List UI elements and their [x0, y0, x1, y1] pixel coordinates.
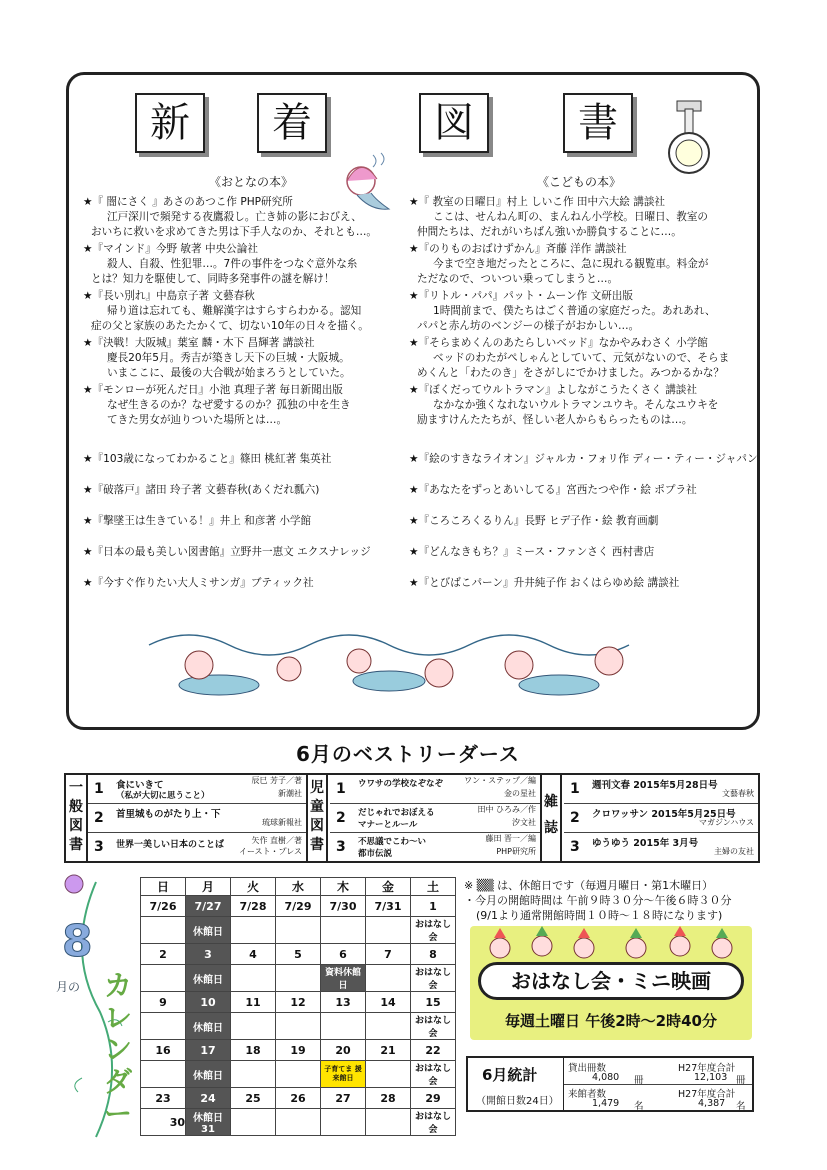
day-cell: 27: [321, 1088, 366, 1109]
day-cell: 3: [186, 944, 231, 965]
date-row: [141, 1040, 456, 1061]
general-rank-3: 3 世界一美しい日本のことば 矢作 直樹／著 イースト・プレス: [94, 836, 302, 856]
magazine-rank-1: 1 週刊文春 2015年5月28日号 文藝春秋: [570, 780, 754, 798]
lend-year-label: H27年度合計: [678, 1063, 736, 1074]
adult-book: ★『マインド』今野 敏著 中央公論社 殺人、自殺、性犯罪…。7件の事件をつなぐ意外な糸 とは？知力を駆使して、同時多発事件の謎を解け！: [83, 243, 358, 285]
adult-book: ★『今すぐ作りたい大人ミサンガ』ブティック社: [83, 577, 314, 589]
day-cell: 12: [276, 992, 321, 1013]
day-cell: 10: [186, 992, 231, 1013]
day-cell: 6: [321, 944, 366, 965]
lend-unit: 冊: [634, 1075, 644, 1086]
day-cell: 18: [231, 1040, 276, 1061]
day-cell: 26: [276, 1088, 321, 1109]
weekday-row: [141, 878, 456, 896]
weekday: 土: [411, 878, 456, 896]
general-label: 一般図書: [66, 775, 88, 861]
children-rank-3: 3 不思議でこわ〜い 都市伝説 藤田 晋一／編 PHP研究所: [336, 834, 536, 859]
closed-day: 休館日: [186, 1061, 231, 1088]
children-rank-2: 2 だじゃれでおぼえる マナーとルール 田中 ひろみ／作 汐文社: [336, 805, 536, 830]
children-rank-1: 1 ウワサの学校なぞなぞ ワン・ステップ／編 金の星社: [336, 776, 536, 798]
closed-day: 休館日: [186, 917, 231, 944]
material-closed-day: 資料休館日: [321, 965, 366, 992]
day-cell: 4: [231, 944, 276, 965]
adult-book: ★『日本の最も美しい図書館』立野井一恵文 エクスナレッジ: [83, 546, 371, 558]
visit-value: 1,479: [592, 1098, 620, 1109]
event-row: [141, 1013, 456, 1040]
title-char-4: 書: [563, 93, 633, 153]
story-time: おはなし会: [411, 917, 456, 944]
general-rank-2: 2 首里城ものがたり上・下 琉球新報社: [94, 809, 302, 827]
adult-heading: 《おとなの本》: [209, 175, 294, 189]
date-row: [141, 992, 456, 1013]
visit-year-value: 4,387: [698, 1098, 726, 1109]
general-rank-1: 1 食にいきて （私が大切に思うこと） 辰巳 芳子／著 新潮社: [94, 776, 302, 801]
child-book: ★『のりものおばけずかん』斉藤 洋作 講談社 今まで空き地だったところに、急に現れる観覧車。料金が ただなので、ついつい乗ってしまうと…。: [409, 243, 709, 285]
child-book: ★『リトル・パパ』パット・ムーン作 文研出版 1時間前まで、僕たちはごく普通の家庭だった。あれあれ、 パパと赤ん坊のベンジーの様子がおかしい…。: [409, 290, 716, 332]
title-char-1: 新: [135, 93, 205, 153]
day-cell: 11: [231, 992, 276, 1013]
closed-day: 休館日: [186, 1013, 231, 1040]
best-readers-table: [64, 773, 760, 863]
child-heading: 《こどもの本》: [537, 175, 622, 189]
day-cell: 7: [366, 944, 411, 965]
day-cell: 19: [276, 1040, 321, 1061]
story-time: おはなし会: [411, 965, 456, 992]
adult-book: ★『 闇にさく 』あさのあつこ作 PHP研究所 江戸深川で頻発する夜鷹殺し。亡き姉の影におびえ、 おいちに救いを求めてきた男は下手人なのか、それとも…。: [83, 196, 378, 238]
best-readers-title: 6月のベストリーダース: [296, 742, 520, 766]
event-row: [141, 1109, 456, 1136]
lend-year-value: 12,103: [694, 1072, 728, 1083]
lend-year-unit: 冊: [736, 1075, 746, 1086]
child-book: ★『そらまめくんのあたらしいベッド』なかやみわさく 小学館 ベッドのわたがぺしゃんとしていて、元気がないので、そらま めくんと「わたのき」をさがしにでかけました。みつかるかな？: [409, 337, 730, 379]
child-book: ★『とびばこパーン』升井純子作 おくはらゆめ絵 講談社: [409, 577, 680, 589]
monthly-stats: [466, 1056, 754, 1112]
child-book: ★『あなたをずっとあいしてる』宮西たつや作・絵 ポプラ社: [409, 484, 697, 496]
child-book: ★『どんなきもち？』ミース・ファンさく 西村書店: [409, 546, 655, 558]
weekday: 月: [186, 878, 231, 896]
submarine-illustration: [649, 99, 719, 179]
weekday: 日: [141, 878, 186, 896]
hours-note: ・今月の開館時間は 午前９時３０分〜午後６時３０分: [464, 894, 732, 907]
event-row: [141, 965, 456, 992]
event-row: [141, 1061, 456, 1088]
day-cell: 28: [366, 1088, 411, 1109]
childcare-support-day: 子育てま 援来館日: [321, 1061, 366, 1088]
day-cell: 14: [366, 992, 411, 1013]
adult-book: ★『長い別れ』中島京子著 文藝春秋 帰り道は忘れても、難解漢字はすらすらわかる。認知 症の父と家族のあたたかくて、切ない10年の日々を描く。: [83, 290, 369, 332]
adult-book: ★『決戦！大阪城』葉室 麟・木下 昌輝著 講談社 慶長20年5月。秀吉が築きし天下の巨城・大阪城。 いまここに、最後の大合戦が始まろうとしていた。: [83, 337, 351, 379]
new-books-panel: [66, 72, 760, 730]
closed-day: 休館日 31: [186, 1109, 231, 1136]
child-book: ★『 教室の日曜日』村上 しいこ作 田中六大絵 講談社 ここは、せんねん町の、まんねん小学校。日曜日、教室の 仲間たちは、だれがいちばん強いか勝負することに…。: [409, 196, 709, 238]
child-book: ★『ぼくだってウルトラマン』よしながこうたくさく 講談社 なかなか強くなれないウルトラマンユウキ。そんなユウキを 励ますけんたたちが、怪しい老人からもらったものは…。: [409, 384, 719, 426]
day-cell: 17: [186, 1040, 231, 1061]
story-time: おはなし会: [411, 1013, 456, 1040]
weekday: 木: [321, 878, 366, 896]
event-title: おはなし会・ミニ映画: [478, 962, 744, 1000]
mermaids-illustration: [139, 625, 679, 715]
story-time: おはなし会: [411, 1061, 456, 1088]
stats-label-cell: [468, 1058, 564, 1110]
stats-subtitle: （開館日数24日）: [476, 1096, 559, 1107]
title-char-2: 着: [257, 93, 327, 153]
day-cell: 5: [276, 944, 321, 965]
lend-value: 4,080: [592, 1072, 620, 1083]
child-book-list: [409, 195, 758, 593]
day-cell: 25: [231, 1088, 276, 1109]
day-cell: 16: [141, 1040, 186, 1061]
day-cell: 7/27: [186, 896, 231, 917]
children-label: 児童図書: [306, 775, 328, 861]
weekday: 水: [276, 878, 321, 896]
day-cell: 20: [321, 1040, 366, 1061]
visit-label: 来館者数: [568, 1089, 607, 1100]
adult-book: ★『破落戸』諸田 玲子著 文藝春秋(あくだれ瓢六): [83, 484, 320, 496]
closed-note: ※ ▒▒ は、休館日です（毎週月曜日・第1木曜日）: [464, 879, 714, 892]
closed-day: 休館日: [186, 965, 231, 992]
magazine-rank-2: 2 クロワッサン 2015年5月25日号 マガジンハウス: [570, 809, 754, 827]
day-cell: 29: [411, 1088, 456, 1109]
visit-unit: 名: [634, 1101, 644, 1112]
weekday: 金: [366, 878, 411, 896]
day-cell: 22: [411, 1040, 456, 1061]
visit-year-label: H27年度合計: [678, 1089, 736, 1100]
day-cell: 21: [366, 1040, 411, 1061]
day-cell: 1: [411, 896, 456, 917]
event-banner: [470, 926, 752, 1040]
hours-change-note: (9/1より通常開館時間１０時〜１８時になります): [476, 909, 723, 922]
day-cell: 30: [141, 1109, 186, 1136]
calendar-heading: [56, 872, 140, 1142]
day-cell: 13: [321, 992, 366, 1013]
day-cell: 23: [141, 1088, 186, 1109]
magazine-label: 雑誌: [540, 775, 562, 861]
day-cell: 7/31: [366, 896, 411, 917]
child-book: ★『ころころくるりん』長野 ヒデ子作・絵 教育画劇: [409, 515, 659, 527]
day-cell: 7/30: [321, 896, 366, 917]
date-row: [141, 944, 456, 965]
day-cell: 7/29: [276, 896, 321, 917]
date-row: [141, 1088, 456, 1109]
lend-label: 貸出冊数: [568, 1063, 607, 1074]
child-book: ★『絵のすきなライオン』ジャルカ・フォリ作 ディー・ティー・ジャパン: [409, 453, 758, 465]
calendar-notes: [464, 878, 732, 923]
calendar-word: カレンダー: [104, 969, 133, 1130]
weekday: 火: [231, 878, 276, 896]
day-cell: 9: [141, 992, 186, 1013]
adult-book: ★『撃墜王は生きている！』井上 和彦著 小学館: [83, 515, 312, 527]
day-cell: 7/26: [141, 896, 186, 917]
day-cell: 2: [141, 944, 186, 965]
stats-title: 6月統計: [482, 1066, 538, 1084]
title-char-3: 図: [419, 93, 489, 153]
adult-book: ★『モンローが死んだ日』小池 真理子著 毎日新聞出版 なぜ生きるのか？なぜ愛するのか？孤独の中を生き てきた男女が辿りついた場所とは…。: [83, 384, 351, 426]
kids-illustration: [470, 926, 752, 966]
visit-year-unit: 名: [736, 1101, 746, 1112]
magazine-rank-3: 3 ゆうゆう 2015年 3月号 主婦の友社: [570, 838, 754, 856]
event-time: 毎週土曜日 午後2時〜2時40分: [505, 1012, 717, 1030]
day-cell: 8: [411, 944, 456, 965]
calendar-month-suffix: 月の: [56, 980, 81, 994]
adult-book-list: [83, 195, 413, 593]
event-row: [141, 917, 456, 944]
adult-book: ★『103歳になってわかること』篠田 桃紅著 集英社: [83, 453, 332, 465]
date-row: [141, 896, 456, 917]
august-calendar: [140, 877, 456, 1136]
day-cell: 24: [186, 1088, 231, 1109]
calendar-month: 8: [62, 916, 93, 967]
day-cell: 15: [411, 992, 456, 1013]
day-cell: 7/28: [231, 896, 276, 917]
story-time: おはなし会: [411, 1109, 456, 1136]
